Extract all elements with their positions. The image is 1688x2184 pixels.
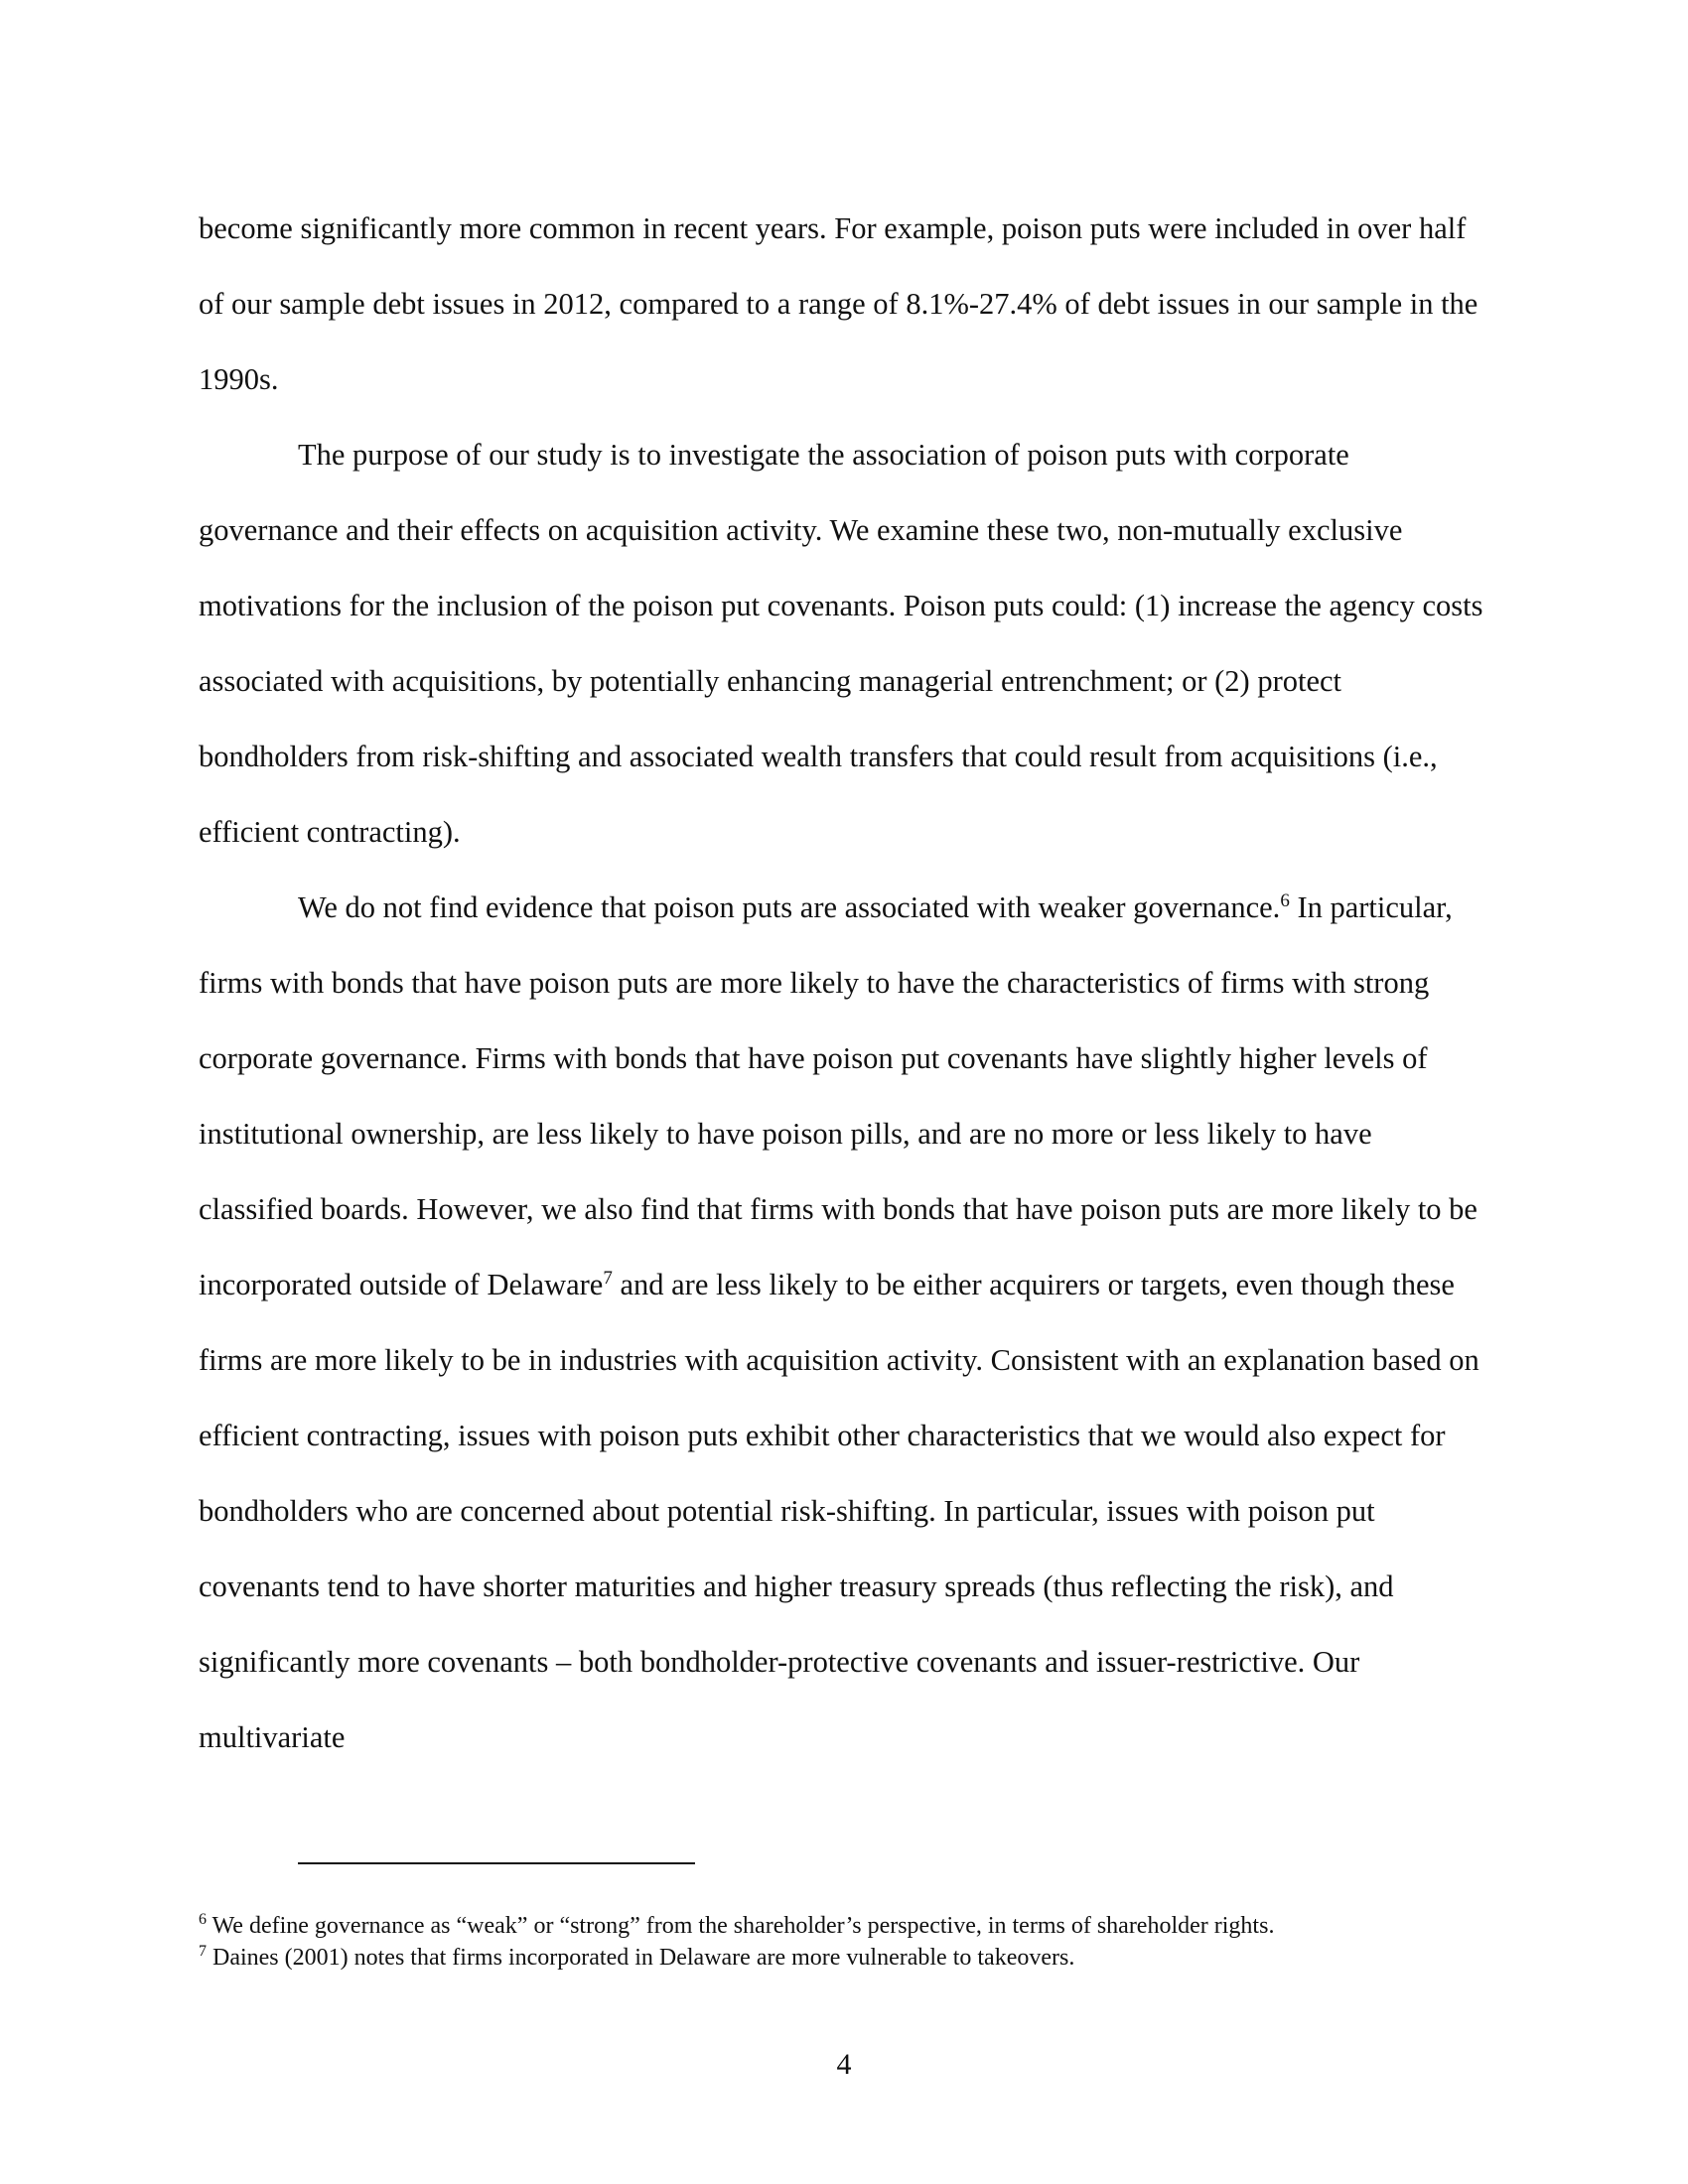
- findings-text-part-3: and are less likely to be either acquirers or targets, even though these firms are more likely to be in industries with acquisition activity. Consistent with an explanation based on efficient contracting, issues with poison puts exhibit other characteristics that we would also expect for bondholders who are concerned about potential risk-shifting. In particular, issues with poison put covenants tend to have shorter maturities and higher treasury spreads (thus reflecting the risk), and significantly more covenants – both bondholder-protective covenants and issuer-restrictive. Our multivariate: [199, 1268, 1479, 1754]
- footnote-7: [199, 1942, 1489, 1974]
- footnote-marker-6: 6: [199, 1911, 207, 1928]
- body-text: [199, 191, 1485, 1775]
- paragraph-study-purpose: The purpose of our study is to investigate the association of poison puts with corporate governance and their effects on acquisition activity. We examine these two, non-mutually exclusive motivations for the inclusion of the poison put covenants. Poison puts could: (1) increase the agency costs associated with acquisitions, by potentially enhancing managerial entrenchment; or (2) protect bondholders from risk-shifting and associated wealth transfers that could result from acquisitions (i.e., efficient contracting).: [199, 438, 1483, 849]
- findings-text-part-1: We do not find evidence that poison puts are associated with weaker governance.: [298, 890, 1281, 924]
- paragraph-findings: [199, 870, 1485, 1775]
- page-number: 4: [836, 2048, 852, 2081]
- footnote-6-text: We define governance as “weak” or “strong” from the shareholder’s perspective, in terms of shareholder rights.: [207, 1913, 1275, 1939]
- footnotes: [199, 1910, 1489, 1974]
- paragraph-continuation: become significantly more common in recent years. For example, poison puts were included in over half of our sample debt issues in 2012, compared to a range of 8.1%-27.4% of debt issues in our sample in the 1990s.: [199, 211, 1478, 396]
- footnote-6: [199, 1910, 1489, 1942]
- footnote-separator: [298, 1862, 695, 1864]
- footnote-7-text: Daines (2001) notes that firms incorporated in Delaware are more vulnerable to takeovers.: [207, 1945, 1075, 1971]
- footnote-ref-7[interactable]: 7: [603, 1267, 613, 1289]
- footnote-ref-6[interactable]: 6: [1280, 889, 1290, 911]
- footnote-marker-7: 7: [199, 1943, 207, 1960]
- findings-text-part-2: In particular, firms with bonds that have poison puts are more likely to have the characteristics of firms with strong corporate governance. Firms with bonds that have poison put covenants have slightly higher levels of institutional ownership, are less likely to have poison pills, and are no more or less likely to have classified boards. However, we also find that firms with bonds that have poison puts are more likely to be incorporated outside of Delaware: [199, 890, 1477, 1301]
